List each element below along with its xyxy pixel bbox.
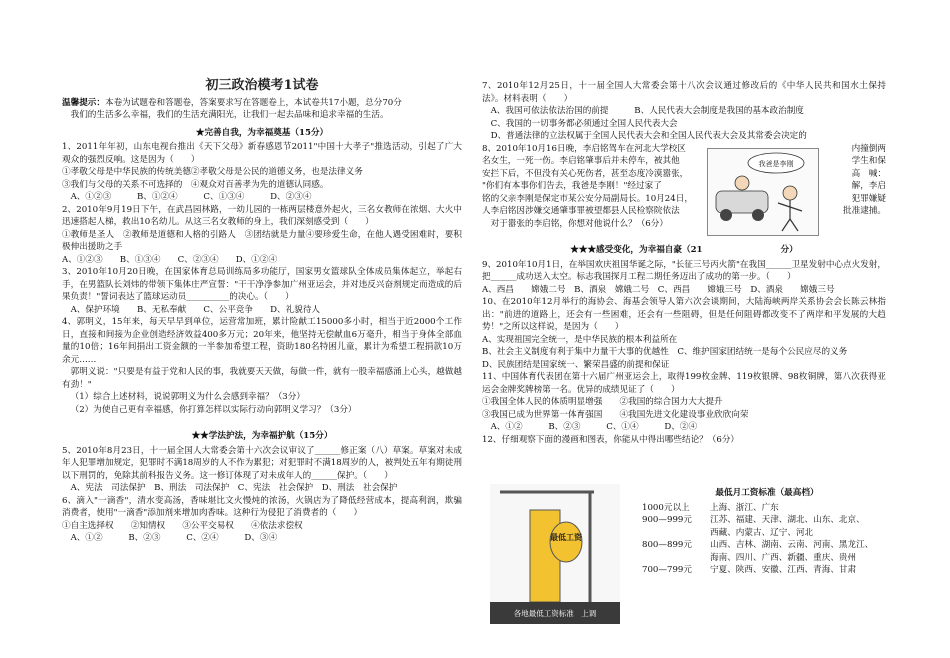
question-8-line: "你们有本事你们告去，我爸是李刚！"经过家了 — [482, 181, 662, 191]
hint-line-2: 我们的生活多么幸福，我们的生活充满阳光，让我们一起去品味和追求幸福的生活。 — [70, 110, 389, 120]
wage-provinces: 宁夏、陕西、安徽、江西、青海、甘肃 — [710, 565, 857, 575]
question-1-item-a: ①孝敬父母是中华民族的传统美德②孝敬父母是公民的道德义务，也是法律义务 — [62, 167, 363, 177]
question-7: 7、2010年12月25日，十一届全国人大常委会第十八次会议通过修改后的《中华人民共和国水土保持法》。材料表明（ ） — [482, 81, 886, 104]
wage-amount — [642, 527, 710, 540]
question-9-options: A、西昌 嫦娥二号 B、酒泉 嫦娥二号 C、西昌 嫦娥三号 D、酒泉 嫦娥三号 — [482, 284, 835, 295]
question-7-option-d: D、普通法律的立法权属于全国人民代表大会和全国人民代表大会及其常委会决定的 — [490, 131, 807, 141]
wage-table-row — [642, 527, 892, 540]
wage-table-row — [642, 514, 892, 527]
wage-amount — [642, 552, 710, 565]
question-7-option-ab: A、我国可依法依法治国的前提 B、人民代表大会制度是我国的基本政治制度 — [490, 106, 804, 116]
question-8-prompt: 对于嚣张的李启铭，你想对他说什么？（6分） — [490, 218, 668, 229]
hint-text: 本卷为试题卷和答题卷，答案要求写在答题卷上，本试卷共17小题，总分70分 — [104, 97, 402, 108]
wage-table — [642, 487, 892, 577]
wage-illustration — [490, 484, 620, 624]
wage-drawing — [490, 484, 620, 624]
question-6-options: A、①② B、②③ C、②④ D、③④ — [70, 533, 278, 543]
question-8-line-end: 学生和保 — [851, 156, 886, 166]
question-6: 6、滴入"一滴香"，清水变高汤，香味堪比文火慢炖的浓汤，火锅店为了降低经营成本，提高利润，欺骗消费者，使用"一滴香"添加剂来增加肉香味。这种行为侵犯了消费者的（ ） — [62, 495, 462, 518]
wage-table-row — [642, 502, 892, 515]
section-2-heading: ★★学法护法，为幸福护航（15分） — [191, 431, 333, 441]
question-8-line: 铭的父亲李刚是保定市某公安分局副局长。10月24日， — [482, 193, 693, 204]
wage-provinces: 上海、浙江、广东 — [710, 502, 779, 513]
question-2: 2、2010年9月19日下午，在武昌园林路，一幼儿园的一栋两层楼意外起火，三名女教师在浓烟、大火中迅速搭起人梯，救出10名幼儿。从这三名女教师的身上，我们深刻感受到（ ） — [62, 204, 462, 227]
cartoon-illustration — [707, 148, 819, 236]
question-1: 1、2011年年初，山东电视台推出《天下父母》新春感恩节2011"中国十大孝子"推选活动，引起了广大观众的强烈反响。这是因为（ ） — [62, 142, 462, 165]
wage-provinces: 西藏、内蒙古、辽宁、河北 — [710, 527, 814, 538]
wage-sign-text: 最低工资 — [550, 533, 582, 542]
question-8-line-end: 解，李启 — [851, 181, 886, 191]
section-3-heading — [482, 244, 886, 257]
question-11: 11、中国体育代表团在第十六届广州亚运会上，取得199枚金牌、119枚银牌、98枚铜牌，第八次获得亚运会金牌奖牌榜第一名。优异的成绩见证了（ ） — [482, 372, 886, 395]
question-2-items: ①教师是圣人 ②教师是道德和人格的引路人 ③团结就是力量④要珍爱生命，在他人遇受困难时，要积极伸出援助之手 — [62, 229, 462, 252]
hint-line-1 — [62, 97, 462, 110]
question-3-options: A、保护环境 B、无私奉献 C、公平竞争 D、礼貌待人 — [70, 304, 321, 315]
question-8-line-end: 批准逮捕。 — [843, 206, 886, 216]
question-8-line: 安拦下后，不但没有关心死伤者，甚至态度冷漠嚣张， — [482, 168, 689, 179]
question-2-options: A、①②③ B、①③④ C、②③④ D、①②④ — [62, 254, 278, 265]
hint-label: 温馨提示： — [62, 97, 105, 108]
wage-amount: 800—899元 — [642, 540, 692, 550]
question-12: 12、仔细观察下面的漫画和图表，你能从中得出哪些结论？（6分） — [482, 434, 740, 445]
section-3-heading-text: ★★★感受变化，为幸福自豪（21 — [570, 245, 703, 255]
wage-table-title: 最低月工资标准（最高档） — [715, 488, 819, 498]
question-10-option-a: A、实现祖国完全统一，是中华民族的根本利益所在 — [482, 334, 678, 345]
wage-table-rows — [642, 502, 892, 577]
question-10-option-d: D、民族团结是国家统一、繁荣昌盛的前提和保证 — [482, 359, 670, 370]
question-5: 5、2010年8月23日，十一届全国人大常委会第十六次会议审议了______修正案（八）草案。草案对未成年人犯罪增加规定，犯罪时不满18周岁的人不作为累犯；对犯罪时不满18周岁的人，被判处五年有期徒刑以下刑罚的，免除其前科报告义务。这一修订体现了对未成年人的______保护。（ ） — [62, 445, 462, 481]
question-4: 4、郭明义，15年来，每天早早到单位，运营常加班，累计险献工15000多小时，相当于近2000个工作日，直接和间接为企业创造经济效益400多万元；20年来，他坚持无偿献血6万毫升，相当于身体全部血量的10倍；16年间捐出工资金额的一半参加希望工程，资助180名特困儿童，累计为希望工程捐款10万余元…… — [62, 317, 462, 365]
page-title: 初三政治模考1试卷 — [205, 78, 319, 93]
question-5-options: A、宪法 司法保护 B、刑法 司法保护 C、宪法 社会保护 D、刑法 社会保护 — [70, 483, 398, 493]
question-11-items-34: ③我国已成为世界第一体育强国 ④我国先进文化建设事业欣欣向荣 — [482, 409, 749, 420]
wage-provinces: 江苏、福建、天津、湖北、山东、北京、 — [710, 515, 865, 525]
question-8-line: 8、2010年10月16日晚，李启铭驾车在河北大学校区 — [482, 143, 686, 154]
question-8-line-end: 犯罪嫌疑 — [851, 193, 886, 204]
question-11-options: A、①② B、②③ C、①④ D、②④ — [490, 422, 698, 432]
question-8-line-end: 高 喊： — [851, 168, 886, 179]
question-1-item-b: ③我们与父母的关系不可选择的 ④观众对百善孝为先的道德认同感。 — [62, 179, 329, 190]
wage-table-row — [642, 552, 892, 565]
question-8-line: 人李启铭因涉嫌交通肇事罪被望都县人民检察院依法 — [482, 206, 680, 216]
question-9: 9、2010年10月1日，在举国欢庆祖国华诞之际，"长征三号丙火箭"在我国______卫星发射中心点火发射，把______成功送入太空。标志我国探月工程二期任务迈出了成功的第一步。（ ） — [482, 259, 886, 282]
question-4-quote: 郭明义说："只要是有益于党和人民的事，我就要天天做，每做一件，就有一股幸福感涌上心头，越做越有劲！" — [62, 367, 462, 390]
wage-amount: 1000元以上 — [642, 502, 690, 513]
wage-provinces: 山西、吉林、湖南、云南、河南、黑龙江、 — [710, 540, 874, 550]
wage-provinces: 海南、四川、广西、新疆、重庆、贵州 — [710, 552, 857, 563]
wage-banner-text: 各地最低工资标准 上调 — [513, 609, 597, 618]
question-8-line-end: 内撞倒两 — [851, 143, 886, 154]
question-3: 3、2010年10月20日晚，在国家体育总局训练局多功能厅，国家男女篮球队全体成员集体起立，举起右手，在男篮队长刘炜的带领下集体庄严宣誓："干干净净参加广州亚运会，并对违反兴奋剂规定而造成的后果负责！"誓词表达了篮球运动员__________的决心。（ ） — [62, 267, 462, 302]
wage-amount: 900—999元 — [642, 515, 692, 525]
cartoon-drawing — [708, 149, 818, 235]
cartoon-speech-text: 我爸是李刚 — [758, 160, 794, 168]
question-7-option-c: C、我国的一切事务都必须通过全国人民代表大会 — [490, 118, 678, 129]
wage-table-row — [642, 539, 892, 552]
left-column — [62, 80, 462, 545]
wage-table-row — [642, 564, 892, 577]
question-11-items-12: ①我国全体人民的体质明显增强 ②我国的综合国力大大提升 — [482, 397, 723, 407]
wage-amount: 700—799元 — [642, 565, 692, 575]
question-4-part-2: （2）为使自己更有幸福感，你打算怎样以实际行动向郭明义学习？（3分） — [70, 404, 357, 415]
right-column — [482, 80, 886, 446]
question-10-option-bc: B、社会主义制度有利于集中力量干大事的优越性 C、维护国家团结统一是每个公民应尽的义务 — [482, 347, 848, 357]
question-8-line: 名女生，一死一伤。李启铭肇事后并未停车，被其他 — [482, 156, 680, 166]
question-10: 10、在2010年12月举行的海协会、海基会领导人第六次会谈期间，大陆海峡两岸关系协会会长陈云林指出："前进的道路上，还会有一些困难，还会有一些阻碍，但是任何阻碍都改变不了两岸和平发展的大趋势！"之所以这样说，是因为（ ） — [482, 297, 886, 332]
section-1-heading: ★完善自我，为幸福奠基（15分） — [195, 127, 329, 138]
question-8 — [482, 143, 886, 231]
question-6-items: ①自主选择权 ②知情权 ③公平交易权 ④依法求偿权 — [62, 520, 303, 531]
section-3-heading-points: 分） — [780, 245, 798, 255]
question-1-options: A、①②③ B、①②④ C、①③④ D、②③④ — [70, 192, 312, 202]
question-4-part-1: （1）综合上述材料，说说郭明义为什么会感到幸福？（3分） — [70, 392, 305, 402]
